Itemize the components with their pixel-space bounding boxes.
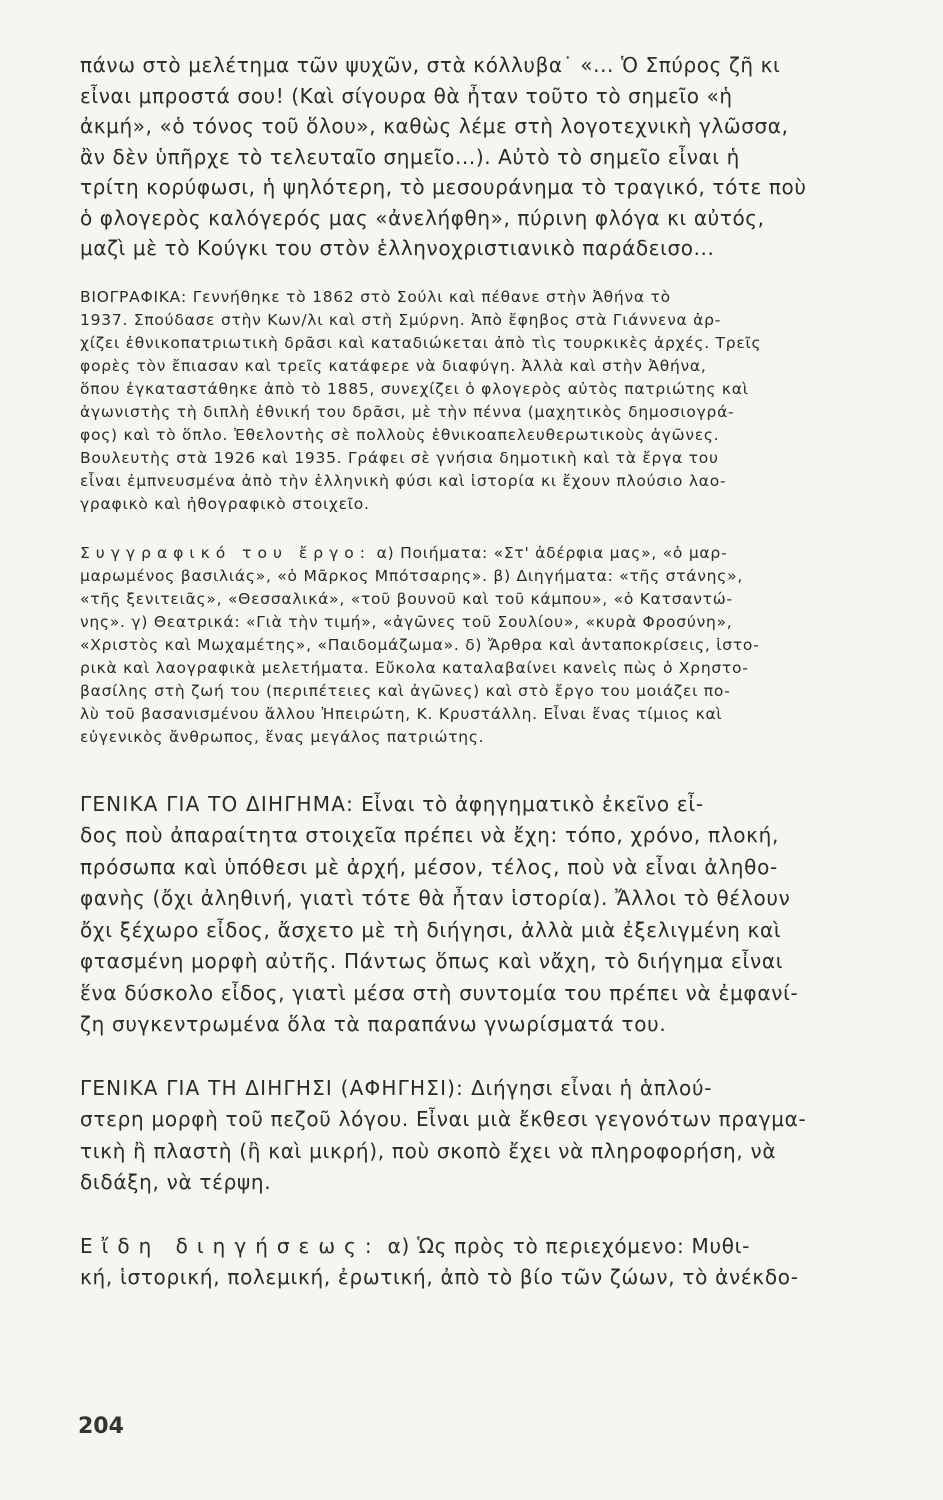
biography-first-line: Γεννήθηκε τὸ 1862 στὸ Σούλι καὶ πέθανε στὴν Ἀθήνα τὸ [187, 287, 671, 306]
text-line: χίζει ἐθνικοπατριωτικὴ δρᾶσι καὶ καταδιώκεται ἀπὸ τὶς τουρκικὲς ἀρχές. Τρεῖς [80, 333, 762, 352]
text-line: ζη συγκεντρωμένα ὅλα τὰ παραπάνω γνωρίσματά του. [80, 1012, 667, 1036]
text-line: εἶναι ἐμπνευσμένα ἀπὸ τὴν ἑλληνικὴ φύσι καὶ ἱστορία κι ἔχουν πλούσιο λαο- [80, 471, 727, 490]
short-story-section [80, 789, 938, 1041]
text-line [80, 789, 938, 821]
text-line: μαρωμένος βασιλιάς», «ὁ Μᾶρκος Μπότσαρης». β) Διηγήματα: «τῆς στάνης», [80, 566, 744, 585]
narration-types-section [80, 1231, 938, 1294]
text-line: πάνω στὸ μελέτημα τῶν ψυχῶν, στὰ κόλλυβα˙ «... Ὁ Σπύρος ζῆ κι [80, 53, 781, 77]
opening-paragraph [80, 50, 938, 264]
section-first-line: α) Ὡς πρὸς τὸ περιεχόμενο: Μυθι- [380, 1233, 751, 1258]
text-line: «Χριστὸς καὶ Μωχαμέτης», «Παιδομάζωμα». δ) Ἄρθρα καὶ ἀνταποκρίσεις, ἱστο- [80, 635, 760, 654]
section-first-line: Εἶναι τὸ ἀφηγηματικὸ ἐκεῖνο εἶ- [354, 791, 704, 816]
text-line: «τῆς ξενιτειᾶς», «Θεσσαλικά», «τοῦ βουνοῦ καὶ τοῦ κάμπου», «ὁ Κατσαντώ- [80, 589, 733, 608]
text-line [80, 542, 938, 565]
text-line: φος) καὶ τὸ ὅπλο. Ἐθελοντὴς σὲ πολλοὺς ἐθνικοαπελευθερωτικοὺς ἀγῶνες. [80, 425, 720, 444]
text-line: κή, ἱστορική, πολεμική, ἐρωτική, ἀπὸ τὸ βίο τῶν ζώων, τὸ ἀνέκδο- [80, 1265, 799, 1289]
text-line: ἀκμή», «ὁ τόνος τοῦ ὅλου», καθὼς λέμε στὴ λογοτεχνικὴ γλῶσσα, [80, 114, 789, 138]
text-line: τικὴ ἢ πλαστὴ (ἢ καὶ μικρή), ποὺ σκοπὸ ἔχει νὰ πληροφορήση, νὰ [80, 1138, 777, 1163]
works-label: Συγγραφικό του ἔργο: [80, 543, 371, 562]
text-line: εὐγενικὸς ἄνθρωπος, ἕνας μεγάλος πατριώτης. [80, 727, 485, 746]
text-line: λὺ τοῦ βασανισμένου ἄλλου Ἠπειρώτη, Κ. Κρυστάλλη. Εἶναι ἕνας τίμιος καὶ [80, 704, 723, 723]
narration-section [80, 1073, 938, 1199]
text-line: ἀγωνιστὴς τὴ διπλὴ ἐθνική του δρᾶσι, μὲ τὴν πέννα (μαχητικὸς δημοσιογρά- [80, 402, 735, 421]
section-label: Εἴδη διηγήσεως: [80, 1233, 381, 1258]
text-line: εἶναι μπροστά σου! (Καὶ σίγουρα θὰ ἦταν τοῦτο τὸ σημεῖο «ἡ [80, 83, 733, 108]
page-number: 204 [78, 1414, 124, 1439]
text-line: γραφικὸ καὶ ἠθογραφικὸ στοιχεῖο. [80, 494, 370, 513]
text-line: βασίλης στὴ ζωή του (περιπέτειες καὶ ἀγῶνες) καὶ στὸ ἔργο του μοιάζει πο- [80, 681, 731, 700]
text-line: φορὲς τὸν ἔπιασαν καὶ τρεῖς κατάφερε νὰ διαφύγη. Ἀλλὰ καὶ στὴν Ἀθήνα, [80, 356, 707, 375]
text-line: ὁ φλογερὸς καλόγερός μας «ἀνελήφθη», πύρινη φλόγα κι αὐτός, [80, 205, 765, 230]
text-line: ὅπου ἐγκαταστάθηκε ἀπὸ τὸ 1885, συνεχίζει ὁ φλογερὸς αὐτὸς πατριώτης καὶ [80, 379, 749, 398]
text-line: νης». γ) Θεατρικά: «Γιὰ τὴν τιμή», «ἀγῶνες τοῦ Σουλίου», «κυρὰ Φροσύνη», [80, 612, 733, 631]
text-line: ρικὰ καὶ λαογραφικὰ μελετήματα. Εὔκολα καταλαβαίνει κανεὶς πὼς ὁ Χρηστο- [80, 658, 749, 677]
section-heading: ΓΕΝΙΚΑ ΓΙΑ ΤΗ ΔΙΗΓΗΣΙ (ΑΦΗΓΗΣΙ): [80, 1075, 465, 1100]
book-page [80, 50, 938, 1294]
text-line: δος ποὺ ἀπαραίτητα στοιχεῖα πρέπει νὰ ἔχη: τόπο, χρόνο, πλοκή, [80, 823, 780, 847]
text-line: μαζὶ μὲ τὸ Κούγκι του στὸν ἑλληνοχριστιανικὸ παράδεισο... [80, 236, 715, 260]
text-line: στερη μορφὴ τοῦ πεζοῦ λόγου. Εἶναι μιὰ ἔκθεσι γεγονότων πραγμα- [80, 1107, 807, 1131]
biography-label: ΒΙΟΓΡΑΦΙΚΑ: [80, 287, 188, 306]
works-section [80, 542, 938, 749]
text-line: ἕνα δύσκολο εἶδος, γιατὶ μέσα στὴ συντομία του πρέπει νὰ ἐμφανί- [80, 980, 799, 1005]
text-line: ὄχι ξέχωρο εἶδος, ἄσχετο μὲ τὴ διήγησι, ἀλλὰ μιὰ ἐξελιγμένη καὶ [80, 917, 782, 942]
section-heading: ΓΕΝΙΚΑ ΓΙΑ ΤΟ ΔΙΗΓΗΜΑ: [80, 791, 355, 816]
text-line: ἂν δὲν ὑπῆρχε τὸ τελευταῖο σημεῖο...). Αὐτὸ τὸ σημεῖο εἶναι ἡ [80, 144, 740, 169]
text-line: φτασμένη μορφὴ αὐτῆς. Πάντως ὅπως καὶ νἄχη, τὸ διήγημα εἶναι [80, 949, 784, 973]
text-line: 1937. Σπούδασε στὴν Κων/λι καὶ στὴ Σμύρνη. Ἀπὸ ἔφηβος στὰ Γιάννενα ἀρ- [80, 310, 722, 329]
text-line: φανὴς (ὄχι ἀληθινή, γιατὶ τότε θὰ ἦταν ἱστορία). Ἄλλοι τὸ θέλουν [80, 886, 791, 910]
text-line [80, 286, 938, 309]
text-line: Βουλευτὴς στὰ 1926 καὶ 1935. Γράφει σὲ γνήσια δημοτικὴ καὶ τὰ ἔργα του [80, 448, 719, 467]
section-first-line: Διήγησι εἶναι ἡ ἁπλού- [464, 1075, 713, 1100]
text-line [80, 1231, 938, 1263]
text-line: τρίτη κορύφωσι, ἡ ψηλότερη, τὸ μεσουράνημα τὸ τραγικό, τότε ποὺ [80, 175, 807, 199]
text-line [80, 1073, 938, 1105]
works-first-line: α) Ποιήματα: «Στ' ἀδέρφια μας», «ὁ μαρ- [370, 543, 728, 562]
text-line: πρόσωπα καὶ ὑπόθεσι μὲ ἀρχή, μέσον, τέλος, ποὺ νὰ εἶναι ἀληθο- [80, 854, 778, 879]
text-line: διδάξη, νὰ τέρψη. [80, 1170, 272, 1194]
biography-section [80, 286, 938, 516]
